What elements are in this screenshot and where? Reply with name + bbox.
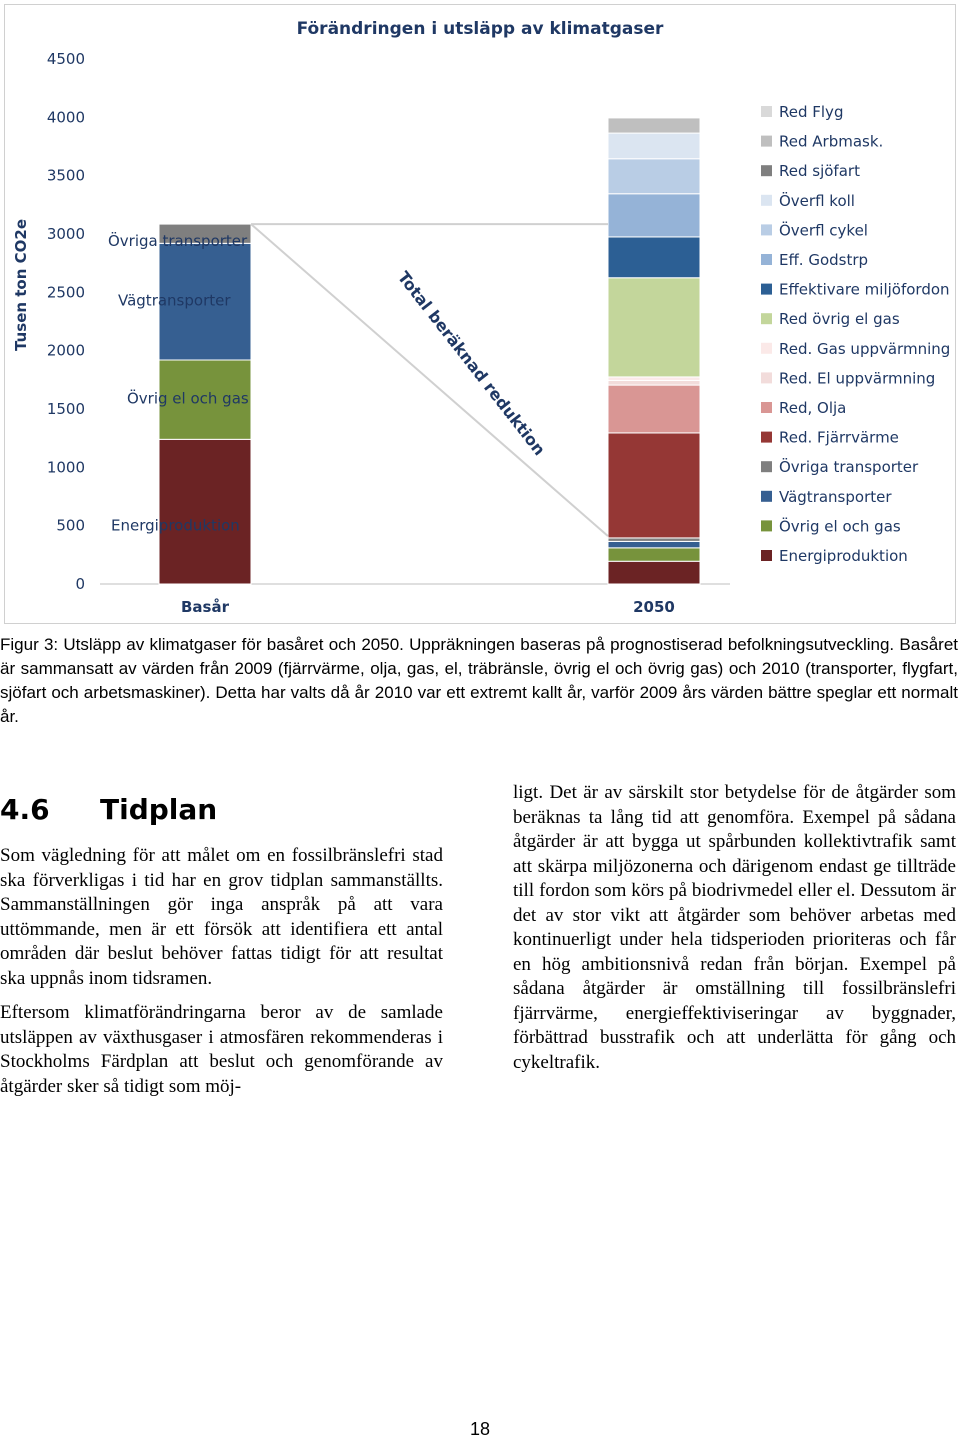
section-title: Tidplan bbox=[100, 793, 218, 826]
bar-segment-red-olja bbox=[608, 385, 700, 433]
bar-segment-red-övrig-el-gas bbox=[608, 278, 700, 377]
legend-label-red-fjärrvärme: Red. Fjärrvärme bbox=[779, 428, 899, 447]
legend-swatch-överfl-koll bbox=[761, 195, 772, 206]
legend-swatch-red-arbmask bbox=[761, 136, 772, 147]
bar-segment-red-arbmask bbox=[608, 118, 700, 133]
legend-swatch-red-övrig-el-gas bbox=[761, 313, 772, 324]
bar-segment-överfl-koll bbox=[608, 133, 700, 159]
legend-swatch-red-fjärrvärme bbox=[761, 432, 772, 443]
annotation-total-reduction: Total beräknad reduktion bbox=[393, 267, 550, 460]
x-tick-label: 2050 bbox=[633, 598, 675, 616]
chart-title: Förändringen i utsläpp av klimatgaser bbox=[296, 19, 664, 39]
bar-label-vägtransporter: Vägtransporter bbox=[118, 291, 231, 310]
y-tick-label: 1000 bbox=[46, 458, 85, 477]
section-heading bbox=[0, 793, 217, 826]
bar-segment-effektivare-miljöfordon bbox=[608, 237, 700, 278]
legend-swatch-övriga-transporter bbox=[761, 461, 772, 472]
legend-label-överfl-cykel: Överfl cykel bbox=[779, 221, 868, 240]
y-tick-label: 4500 bbox=[46, 50, 85, 68]
y-tick-label: 3500 bbox=[46, 166, 85, 185]
legend-swatch-effektivare-miljöfordon bbox=[761, 284, 772, 295]
legend-swatch-överfl-cykel bbox=[761, 224, 772, 235]
legend-swatch-energiproduktion bbox=[761, 550, 772, 561]
legend-label-red-sjöfart: Red sjöfart bbox=[779, 162, 860, 181]
bar-segment-energiproduktion bbox=[159, 439, 251, 584]
bar-segment-red-el-uppvärmning bbox=[608, 380, 700, 385]
y-tick-label: 500 bbox=[56, 516, 85, 535]
paragraph-2-start: Eftersom klimatförändringarna beror av de samlade utsläppen av växthusgaser i atmosfären rekommenderas i Stockholms Färdplan att beslut och genomförande av åtgärder sker så tidigt som möj- bbox=[0, 1002, 443, 1097]
bar-label-övrig-el-och-gas: Övrig el och gas bbox=[127, 389, 249, 408]
legend-label-red-el-uppvärmning: Red. El uppvärmning bbox=[779, 369, 936, 388]
text-column-right bbox=[513, 781, 956, 1085]
legend-label-övrig-el-och-gas: Övrig el och gas bbox=[779, 517, 901, 536]
legend-swatch-eff-godstrp bbox=[761, 254, 772, 265]
chart-frame bbox=[4, 4, 956, 624]
legend-swatch-red-gas-uppvärmning bbox=[761, 343, 772, 354]
y-tick-label: 2000 bbox=[46, 341, 85, 360]
bar-segment-red-fjärrvärme bbox=[608, 433, 700, 538]
bar-label-energiproduktion: Energiproduktion bbox=[111, 516, 240, 535]
y-tick-label: 3000 bbox=[46, 225, 85, 243]
legend-swatch-vägtransporter bbox=[761, 491, 772, 502]
y-tick-label: 4000 bbox=[46, 108, 85, 127]
legend-swatch-red-sjöfart bbox=[761, 165, 772, 176]
bar-label-övriga-transporter: Övriga transporter bbox=[108, 232, 248, 250]
bar-segment-vägtransporter bbox=[608, 541, 700, 547]
page-number: 18 bbox=[469, 1419, 491, 1439]
legend-label-övriga-transporter: Övriga transporter bbox=[779, 458, 919, 477]
bar-segment-red-gas-uppvärmning bbox=[608, 377, 700, 381]
legend-label-eff-godstrp: Eff. Godstrp bbox=[779, 251, 869, 269]
legend-label-red-flyg: Red Flyg bbox=[779, 103, 844, 121]
bar-segment-övrig-el-och-gas bbox=[608, 548, 700, 561]
y-tick-label: 1500 bbox=[46, 400, 85, 418]
legend-label-energiproduktion: Energiproduktion bbox=[779, 547, 908, 565]
x-tick-label: Basår bbox=[180, 598, 230, 616]
y-tick-label: 0 bbox=[75, 575, 85, 593]
connector-line-diagonal bbox=[251, 224, 608, 536]
legend-label-effektivare-miljöfordon: Effektivare miljöfordon bbox=[779, 280, 950, 299]
legend-swatch-red-olja bbox=[761, 402, 772, 413]
bar-segment-övriga-transporter bbox=[608, 538, 700, 542]
legend-swatch-övrig-el-och-gas bbox=[761, 520, 772, 531]
legend-label-red-övrig-el-gas: Red övrig el gas bbox=[779, 310, 900, 329]
legend-label-red-olja: Red, Olja bbox=[779, 399, 847, 417]
bar-segment-eff-godstrp bbox=[608, 194, 700, 237]
section-number: 4.6 bbox=[0, 793, 50, 826]
bar-segment-överfl-cykel bbox=[608, 159, 700, 194]
figure-caption: Figur 3: Utsläpp av klimatgaser för basåret och 2050. Uppräkningen baseras på prognostiserad befolkningsutveckling. Basåret är sammansatt av värden från 2009 (fjärrvärme, olja, gas, el, träbränsle, övrig el och övrig gas) och 2010 (transporter, flygfart, sjöfart och arbetsmaskiner). Detta har valts då år 2010 var ett extremt kallt år, varför 2009 års värden bättre speglar ett normalt år. bbox=[0, 635, 958, 726]
bar-segment-energiproduktion bbox=[608, 561, 700, 584]
legend-swatch-red-flyg bbox=[761, 106, 772, 117]
text-column-left bbox=[0, 844, 443, 1109]
legend-label-överfl-koll: Överfl koll bbox=[779, 191, 855, 210]
legend-swatch-red-el-uppvärmning bbox=[761, 372, 772, 383]
paragraph-2-end: ligt. Det är av särskilt stor betydelse för de åtgärder som beräknas ta lång tid att genomföra. Exempel på sådana åtgärder är att bygga ut spårbunden kollektivtrafik samt att skärpa miljözonerna och därigenom endast ge tillträde till fordon som körs på biodrivmedel eller el. Dessutom är det av stor vikt att åtgärder som behöver arbetas med kontinuerligt under hela tidsperioden prioriteras och får en hög ambitionsnivå redan från början. Exempel på sådana åtgärder är omställning till fossilbränslefri fjärrvärme, energieffektiviseringar av byggnader, förbättrad busstrafik och att underlätta för gång och cykeltrafik. bbox=[513, 782, 956, 1073]
legend-label-red-arbmask: Red Arbmask. bbox=[779, 132, 884, 151]
legend-label-red-gas-uppvärmning: Red. Gas uppvärmning bbox=[779, 339, 951, 358]
legend-label-vägtransporter: Vägtransporter bbox=[779, 487, 892, 506]
paragraph-1: Som vägledning för att målet om en fossilbränslefri stad ska förverkligas i tid har en grov tidplan sammanställts. Sammanställningen gör inga anspråk på att vara uttömmande, men är ett försök att identifiera ett antal områden där beslut behöver fattas tidigt för att resultat ska uppnås inom tidsramen. bbox=[0, 845, 443, 989]
y-tick-label: 2500 bbox=[46, 283, 85, 302]
emissions-chart bbox=[5, 5, 955, 623]
y-axis-label: Tusen ton CO2e bbox=[12, 218, 30, 352]
